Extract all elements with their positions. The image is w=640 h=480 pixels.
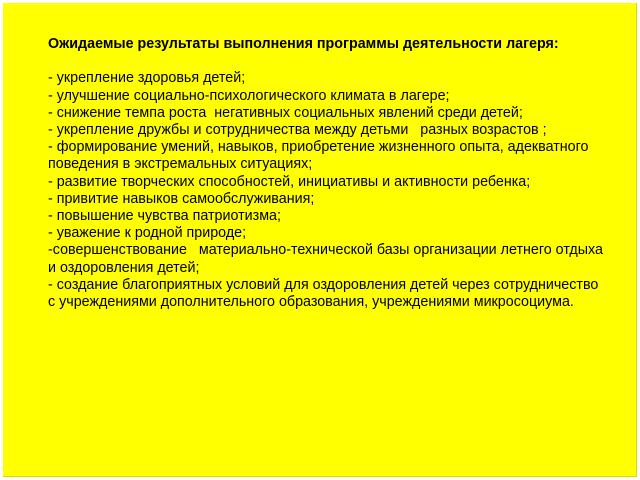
list-item: - создание благоприятных условий для оздоровления детей через сотрудничество с учреждениями дополнительного образования, учреждениями микросоциума.	[48, 276, 603, 311]
list-item: - привитие навыков самообслуживания;	[48, 190, 315, 207]
results-list	[48, 70, 608, 311]
list-item: - формирование умений, навыков, приобретение жизненного опыта, адекватного поведения в экстремальных ситуациях;	[48, 139, 593, 173]
list-item: - снижение темпа роста негативных социальных явлений среди детей;	[48, 104, 523, 121]
list-item: - развитие творческих способностей, инициативы и активности ребенка;	[48, 173, 531, 190]
slide-content	[48, 36, 608, 311]
list-item: - повышение чувства патриотизма;	[48, 208, 281, 225]
list-item: - укрепление здоровья детей;	[48, 70, 246, 87]
title-spacer	[48, 53, 608, 70]
list-item: - улучшение социально-психологического климата в лагере;	[48, 87, 450, 104]
slide-title: Ожидаемые результаты выполнения программы деятельности лагеря:	[48, 36, 559, 52]
slide	[3, 3, 637, 477]
list-item: -совершенствование материально-технической базы организации летнего отдыха и оздоровления детей;	[48, 242, 607, 276]
list-item: - уважение к родной природе;	[48, 225, 247, 242]
list-item: - укрепление дружбы и сотрудничества между детьми разных возрастов ;	[48, 122, 547, 138]
